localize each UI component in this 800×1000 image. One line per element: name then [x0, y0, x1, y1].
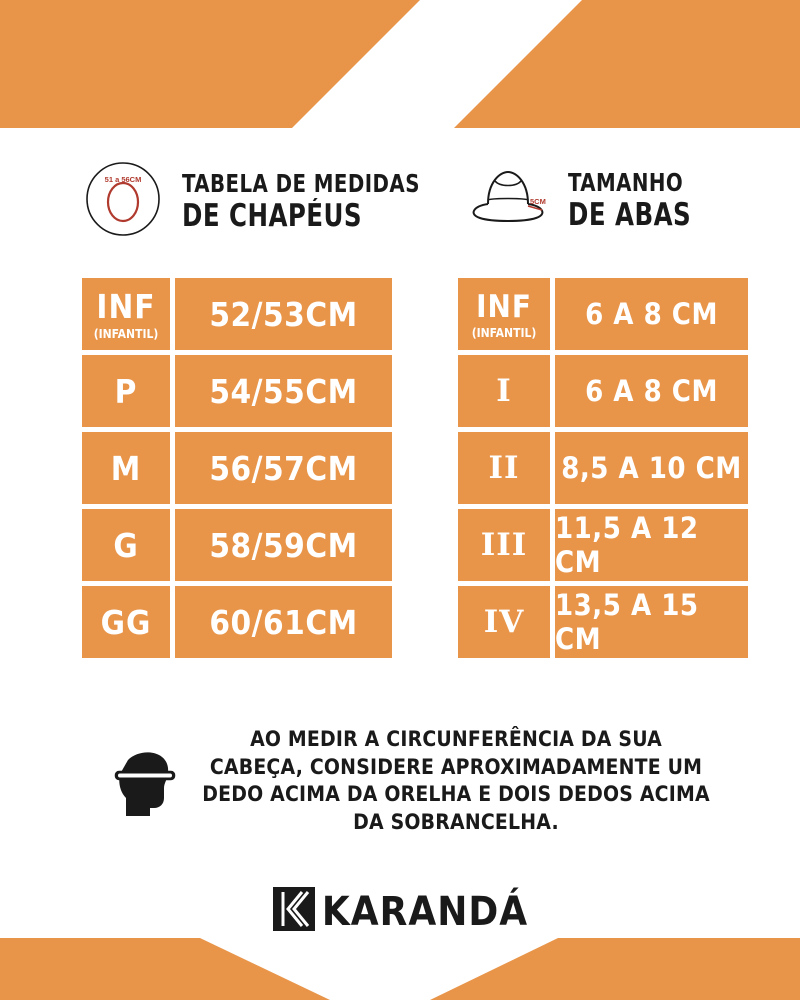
brims-size-label: III	[480, 527, 528, 563]
table-row	[458, 432, 748, 504]
karanda-logo-mark	[272, 886, 316, 937]
hats-size-label: P	[114, 371, 138, 411]
brims-value-cell: 6 A 8 CM	[555, 355, 748, 427]
hats-size-cell	[82, 278, 170, 350]
brims-value-cell: 11,5 A 12 CM	[555, 509, 748, 581]
table-row	[458, 278, 748, 350]
hat-brim-icon-label: 5CM	[530, 197, 546, 206]
brims-header-line1: TAMANHO	[568, 168, 684, 197]
hats-size-table	[82, 278, 392, 663]
hats-value-cell: 52/53CM	[175, 278, 392, 350]
hats-value-cell: 56/57CM	[175, 432, 392, 504]
brims-size-label: INF	[476, 288, 532, 325]
brims-size-sublabel: (INFANTIL)	[471, 325, 537, 340]
table-row	[82, 509, 392, 581]
measuring-note	[110, 726, 710, 837]
table-row	[458, 586, 748, 658]
hats-size-label: M	[110, 448, 142, 488]
hats-value-cell: 58/59CM	[175, 509, 392, 581]
hats-size-sublabel: (INFANTIL)	[93, 327, 159, 341]
brims-size-cell	[458, 432, 550, 504]
head-circumference-icon	[78, 160, 168, 243]
brims-header-line2: DE ABAS	[568, 197, 692, 233]
table-row	[82, 355, 392, 427]
measuring-note-text: AO MEDIR A CIRCUNFERÊNCIA DA SUA CABEÇA, CONSIDERE APROXIMADAMENTE UM DEDO ACIMA DA ORELHA E DOIS DEDOS ACIMA DA SOBRANCELHA.	[202, 727, 710, 835]
brims-value-cell: 13,5 A 15 CM	[555, 586, 748, 658]
brims-size-cell	[458, 586, 550, 658]
brand-logo	[0, 886, 800, 937]
brims-size-cell	[458, 509, 550, 581]
table-row	[458, 355, 748, 427]
hats-value-cell: 54/55CM	[175, 355, 392, 427]
hats-size-cell	[82, 586, 170, 658]
table-row	[458, 509, 748, 581]
hats-size-cell	[82, 509, 170, 581]
hats-size-cell	[82, 355, 170, 427]
hats-header	[78, 160, 452, 243]
brims-size-label: I	[496, 373, 512, 409]
hats-size-label: INF	[96, 287, 156, 326]
brims-header	[462, 160, 708, 241]
table-row	[82, 586, 392, 658]
brims-size-label: IV	[483, 604, 525, 640]
table-row	[82, 278, 392, 350]
brims-size-label: II	[488, 450, 520, 486]
head-circumference-icon-label: 51 a 56CM	[104, 175, 142, 184]
table-row	[82, 432, 392, 504]
hats-header-line1: TABELA DE MEDIDAS	[182, 169, 420, 198]
brand-name: KARANDÁ	[321, 888, 529, 935]
head-measure-icon	[110, 742, 184, 825]
brims-size-table	[458, 278, 748, 663]
brims-value-cell: 8,5 A 10 CM	[555, 432, 748, 504]
brims-size-cell	[458, 355, 550, 427]
hats-size-label: G	[113, 525, 139, 565]
hats-size-cell	[82, 432, 170, 504]
hat-brim-icon	[462, 160, 554, 241]
hats-value-cell: 60/61CM	[175, 586, 392, 658]
decorative-band-bottom-right	[430, 938, 800, 1000]
hats-header-line2: DE CHAPÉUS	[182, 198, 363, 234]
brims-size-cell	[458, 278, 550, 350]
decorative-band-bottom-left	[0, 938, 330, 1000]
hats-size-label: GG	[100, 602, 152, 642]
decorative-band-top-right	[452, 0, 800, 128]
decorative-band-top-left	[0, 0, 420, 128]
brims-value-cell: 6 A 8 CM	[555, 278, 748, 350]
